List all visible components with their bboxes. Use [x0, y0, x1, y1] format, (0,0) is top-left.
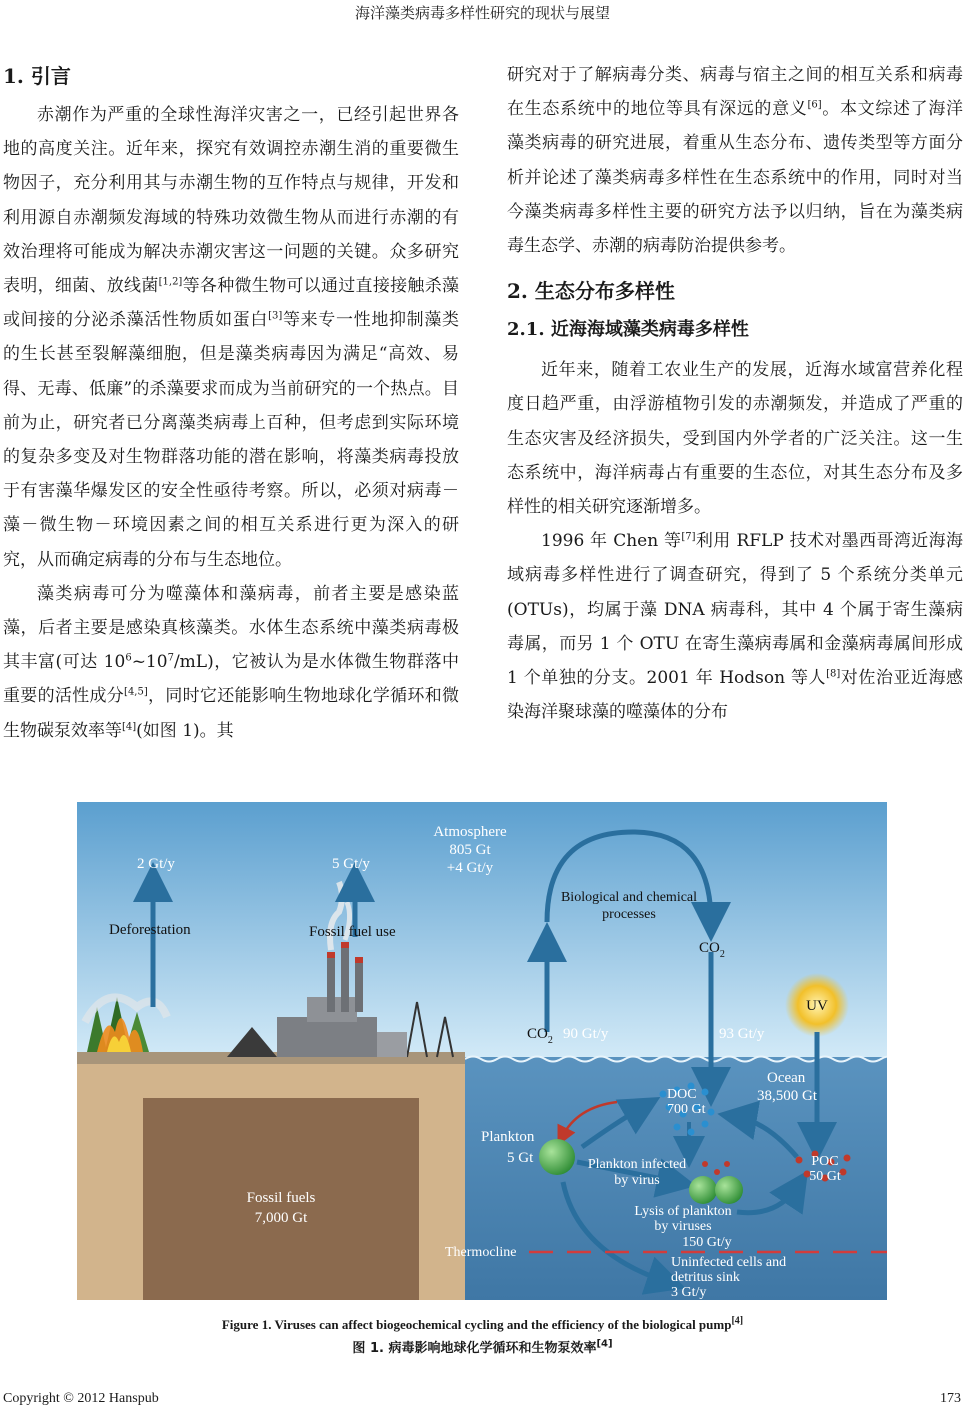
citation[interactable]: [6] [807, 99, 822, 111]
plankton-infected-label: Plankton infected [587, 1157, 687, 1172]
citation[interactable]: [7] [681, 531, 696, 543]
bio-chem-label-line1: Biological and chemical [560, 890, 698, 905]
lysis-label-2: by viruses [654, 1219, 712, 1234]
citation[interactable]: [4,5] [124, 686, 148, 698]
deforestation-flux: 2 Gt/y [137, 856, 175, 872]
poc-mass: 50 Gt [809, 1169, 841, 1184]
lysis-label: Lysis of plankton [634, 1204, 732, 1219]
figure-caption-english: Figure 1. Viruses can affect biogeochemical cycling and the efficiency of the biological pump[4] [221, 1315, 744, 1332]
uninfected-label-2: detritus sink [671, 1270, 740, 1285]
infected-plankton-cell [715, 1176, 743, 1204]
citation[interactable]: [3] [268, 310, 283, 322]
section-heading-ecological-distribution: 2. 生态分布多样性 [507, 279, 675, 304]
figure-caption-chinese: 图 1. 病毒影响地球化学循环和生物泵效率[4] [352, 1338, 613, 1356]
intro-paragraph-1: 赤潮作为严重的全球性海洋灾害之一，已经引起世界各地的高度关注。近年来，探究有效调控赤潮生消的重要微生物因子，充分利用其与赤潮生物的互作特点与规律，开发和利用源自赤潮频发海域的特殊功效微生物从而进行赤潮的有效治理将可能成为解决赤潮灾害这一问题的关键。众多研究表明，细菌、放线菌[1,2]等各种微生物可以通过直接接触杀藻或间接的分泌杀藻活性物质如蛋白[3]等来专一性地抑制藻类的生长甚至裂解藻细胞，但是藻类病毒因为满足“高效、易得、无毒、低廉”的杀藻要求而成为当前研究的一个热点。目前为止，研究者已分离藻类病毒上百种，但考虑到实际环境的复杂多变及对生物群落功能的潜在影响，将藻类病毒投放于有害藻华爆发区的安全性亟待考察。所以，必须对病毒－藻－微生物－环境因素之间的相互关系进行更为深入的研究，从而确定病毒的分布与生态地位。 [3, 105, 460, 570]
uv-label: UV [806, 998, 828, 1014]
plankton-cell [539, 1139, 575, 1175]
co2-atmosphere-label: $CO_2$ [699, 940, 725, 960]
bio-chem-label-line2: processes [602, 907, 656, 922]
atmosphere-change: +4 Gt/y [446, 860, 494, 876]
citation[interactable]: [8] [826, 668, 841, 680]
plankton-infected-label-2: by virus [614, 1173, 660, 1188]
section-heading-introduction: 1. 引言 [3, 64, 71, 88]
poc-label: POC [811, 1154, 839, 1169]
plankton-label: Plankton [481, 1129, 535, 1145]
fossil-fuel-flux: 5 Gt/y [332, 856, 370, 872]
ocean-label: Ocean [767, 1070, 806, 1086]
right-column [507, 58, 963, 729]
fossil-fuels-label: Fossil fuels [246, 1190, 316, 1206]
flux-93-label: 93 Gt/y [719, 1026, 765, 1042]
infected-plankton-cell [689, 1176, 717, 1204]
page-number: 173 [940, 1391, 961, 1406]
citation[interactable]: [4] [122, 721, 137, 732]
intro-paragraph-2: 藻类病毒可分为噬藻体和藻病毒，前者主要是感染蓝藻，后者主要是感染真核藻类。水体生态系统中藻类病毒极其丰富(可达 $10^6\sim 10^7/mL$)，它被认为是水体微生物群落中重要的活性成分[4,5]，同时它还能影响生物地球化学循环和微生物碳泵效率等[4](如图 1)。其 [3, 583, 460, 741]
ocean-mass: 38,500 Gt [757, 1088, 817, 1104]
atmosphere-label: Atmosphere [433, 824, 507, 840]
coastal-paragraph-2: 1996 年 Chen 等[7]利用 RFLP 技术对墨西哥湾近海海域病毒多样性进行了调查研究，得到了 5 个系统分类单元(OTUs)，均属于藻 DNA 病毒科，其中 4 个属于寄生藻病毒属，而另 1 个 OTU 在寄生藻病毒属和金藻病毒属间形成 1 个单独的分支。2001 年 Hodson 等人[8]对佐治亚近海感染海洋聚球藻的噬藻体的分布 [507, 531, 964, 723]
left-column [3, 58, 459, 748]
fossil-fuels-mass: 7,000 Gt [254, 1210, 308, 1226]
atmosphere-mass: 805 Gt [449, 842, 491, 858]
carbon-cycle-svg [77, 802, 887, 1300]
subsection-heading-coastal: 2.1. 近海海域藻类病毒多样性 [507, 319, 749, 341]
citation[interactable]: [1,2] [158, 276, 183, 288]
plankton-mass: 5 Gt [507, 1150, 534, 1166]
copyright-footer: Copyright © 2012 Hanspub [3, 1391, 159, 1406]
thermocline-label: Thermocline [445, 1245, 517, 1260]
fossil-fuel-use-label: Fossil fuel use [309, 924, 396, 940]
figure-1-carbon-cycle-diagram [77, 802, 887, 1300]
sky-background [77, 802, 887, 1062]
uninfected-label: Uninfected cells and [671, 1255, 787, 1270]
flux-90-label: 90 Gt/y [563, 1026, 609, 1042]
uninfected-flux: 3 Gt/y [671, 1285, 707, 1300]
lysis-flux: 150 Gt/y [682, 1235, 732, 1250]
doc-label: DOC [667, 1087, 697, 1102]
deforestation-label: Deforestation [109, 922, 191, 938]
running-head: 海洋藻类病毒多样性研究的现状与展望 [354, 4, 610, 22]
co2-ocean-label: $CO_2$ [527, 1026, 553, 1046]
coastal-paragraph-1: 近年来，随着工农业生产的发展，近海水域富营养化程度日趋严重，由浮游植物引发的赤潮频发，并造成了严重的生态灾害及经济损失，受到国内外学者的广泛关注。这一生态系统中，海洋病毒占有重要的生态位，对其生态分布及多样性的相关研究逐渐增多。 [507, 360, 963, 518]
intro-paragraph-2-continued: 研究对于了解病毒分类、病毒与宿主之间的相互关系和病毒在生态系统中的地位等具有深远的意义[6]。本文综述了海洋藻类病毒的研究进展，着重从生态分布、遗传类型等方面分析并论述了藻类病毒多样性在生态系统中的作用，同时对当今藻类病毒多样性主要的研究方法予以归纳，旨在为藻类病毒生态学、赤潮的病毒防治提供参考。 [507, 65, 964, 257]
doc-mass: 700 Gt [667, 1102, 706, 1117]
